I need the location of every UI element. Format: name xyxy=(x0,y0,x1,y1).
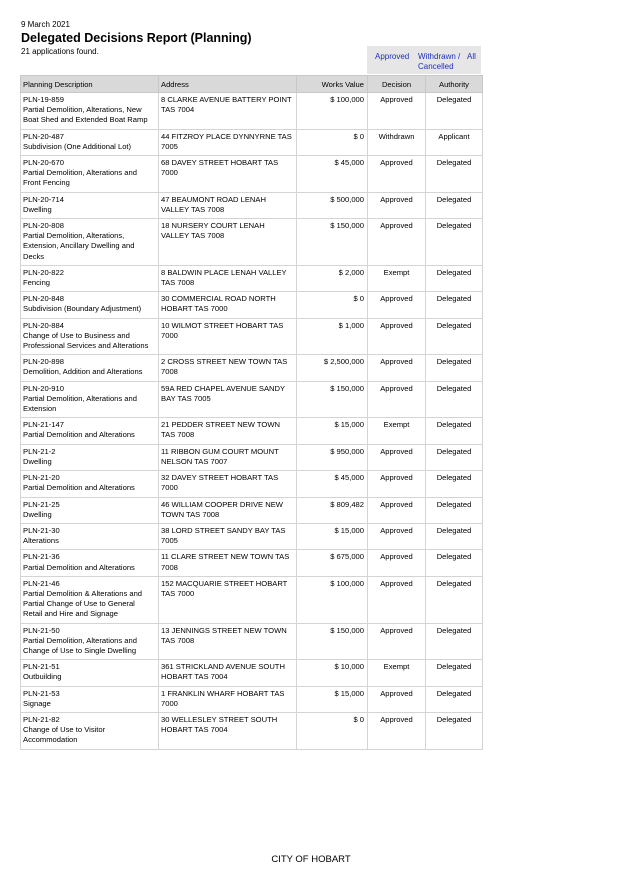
authority-cell: Delegated xyxy=(426,686,483,712)
address-cell: 152 MACQUARIE STREET HOBART TAS 7000 xyxy=(159,576,297,623)
application-description: Partial Demolition and Alterations xyxy=(23,430,135,440)
application-description: Dwelling xyxy=(23,456,52,466)
authority-cell: Delegated xyxy=(426,219,483,266)
table-row xyxy=(21,418,483,444)
filter-approved-link[interactable]: Approved xyxy=(375,52,410,61)
decision-cell: Approved xyxy=(368,686,426,712)
decision-cell: Approved xyxy=(368,623,426,660)
authority-cell: Delegated xyxy=(426,550,483,576)
application-id: PLN-21-30 xyxy=(23,525,60,535)
authority-cell: Delegated xyxy=(426,192,483,218)
authority-cell: Delegated xyxy=(426,381,483,418)
table-row xyxy=(21,444,483,470)
application-id: PLN-21-2 xyxy=(23,446,56,456)
address-cell: 11 CLARE STREET NEW TOWN TAS 7008 xyxy=(159,550,297,576)
authority-cell: Applicant xyxy=(426,129,483,155)
authority-cell: Delegated xyxy=(426,497,483,523)
description-cell xyxy=(21,471,159,497)
address-cell: 68 DAVEY STREET HOBART TAS 7000 xyxy=(159,156,297,193)
application-description: Subdivision (One Additional Lot) xyxy=(23,141,132,151)
application-id: PLN-20-898 xyxy=(23,357,64,367)
description-cell xyxy=(21,292,159,318)
table-row xyxy=(21,497,483,523)
address-cell: 361 STRICKLAND AVENUE SOUTH HOBART TAS 7004 xyxy=(159,660,297,686)
address-cell: 8 CLARKE AVENUE BATTERY POINT TAS 7004 xyxy=(159,93,297,130)
table-row xyxy=(21,93,483,130)
address-cell: 11 RIBBON GUM COURT MOUNT NELSON TAS 7007 xyxy=(159,444,297,470)
decision-cell: Exempt xyxy=(368,265,426,291)
works-value-cell: $ 45,000 xyxy=(297,156,368,193)
decision-cell: Approved xyxy=(368,381,426,418)
address-cell: 2 CROSS STREET NEW TOWN TAS 7008 xyxy=(159,355,297,381)
application-id: PLN-19-859 xyxy=(23,95,64,104)
description-cell xyxy=(21,444,159,470)
application-id: PLN-20-714 xyxy=(23,194,64,204)
address-cell: 18 NURSERY COURT LENAH VALLEY TAS 7008 xyxy=(159,219,297,266)
application-description: Partial Demolition, Alterations, New Boat Shed and Extended Boat Ramp xyxy=(23,105,148,125)
description-cell xyxy=(21,660,159,686)
authority-cell: Delegated xyxy=(426,93,483,130)
works-value-cell: $ 45,000 xyxy=(297,471,368,497)
description-cell xyxy=(21,93,159,130)
decision-cell: Approved xyxy=(368,523,426,549)
works-value-cell: $ 150,000 xyxy=(297,381,368,418)
authority-cell: Delegated xyxy=(426,576,483,623)
decision-cell: Approved xyxy=(368,219,426,266)
works-value-cell: $ 1,000 xyxy=(297,318,368,355)
application-id: PLN-20-910 xyxy=(23,383,64,393)
works-value-cell: $ 15,000 xyxy=(297,523,368,549)
authority-cell: Delegated xyxy=(426,355,483,381)
works-value-cell: $ 100,000 xyxy=(297,93,368,130)
application-id: PLN-21-51 xyxy=(23,662,60,672)
application-description: Partial Demolition, Alterations and Front Fencing xyxy=(23,168,137,188)
decision-cell: Approved xyxy=(368,444,426,470)
application-description: Partial Demolition, Alterations, Extension, Ancillary Dwelling and Decks xyxy=(23,231,135,261)
application-description: Partial Demolition & Alterations and Partial Change of Use to General Retail and Hire and Signage xyxy=(23,588,143,619)
description-cell xyxy=(21,712,159,749)
table-header-row xyxy=(21,76,483,93)
application-id: PLN-20-808 xyxy=(23,221,64,231)
description-cell xyxy=(21,219,159,266)
table-row xyxy=(21,660,483,686)
authority-cell: Delegated xyxy=(426,292,483,318)
decision-cell: Exempt xyxy=(368,418,426,444)
application-description: Change of Use to Business and Professional Services and Alterations xyxy=(23,330,149,351)
application-id: PLN-20-670 xyxy=(23,158,64,168)
table-row xyxy=(21,471,483,497)
decision-cell: Approved xyxy=(368,93,426,130)
address-cell: 13 JENNINGS STREET NEW TOWN TAS 7008 xyxy=(159,623,297,660)
description-cell xyxy=(21,523,159,549)
description-cell xyxy=(21,686,159,712)
decision-cell: Approved xyxy=(368,355,426,381)
description-cell xyxy=(21,623,159,660)
address-cell: 38 LORD STREET SANDY BAY TAS 7005 xyxy=(159,523,297,549)
application-id: PLN-20-487 xyxy=(23,131,64,141)
application-id: PLN-20-822 xyxy=(23,267,64,277)
application-description: Demolition, Addition and Alterations xyxy=(23,367,143,377)
address-cell: 47 BEAUMONT ROAD LENAH VALLEY TAS 7008 xyxy=(159,192,297,218)
works-value-cell: $ 0 xyxy=(297,712,368,749)
decision-cell: Approved xyxy=(368,576,426,623)
table-row xyxy=(21,550,483,576)
filter-bar xyxy=(367,46,481,74)
works-value-cell: $ 100,000 xyxy=(297,576,368,623)
authority-cell: Delegated xyxy=(426,623,483,660)
address-cell: 44 FITZROY PLACE DYNNYRNE TAS 7005 xyxy=(159,129,297,155)
authority-cell: Delegated xyxy=(426,523,483,549)
application-id: PLN-21-36 xyxy=(23,552,60,562)
description-cell xyxy=(21,355,159,381)
works-value-cell: $ 2,000 xyxy=(297,265,368,291)
table-row xyxy=(21,686,483,712)
application-description: Dwelling xyxy=(23,509,52,519)
address-cell: 30 COMMERCIAL ROAD NORTH HOBART TAS 7000 xyxy=(159,292,297,318)
works-value-cell: $ 0 xyxy=(297,129,368,155)
application-description: Dwelling xyxy=(23,204,52,214)
authority-cell: Delegated xyxy=(426,265,483,291)
authority-cell: Delegated xyxy=(426,660,483,686)
application-description: Partial Demolition, Alterations and Change of Use to Single Dwelling xyxy=(23,635,137,655)
description-cell xyxy=(21,381,159,418)
application-id: PLN-20-848 xyxy=(23,294,64,304)
works-value-cell: $ 2,500,000 xyxy=(297,355,368,381)
column-header-address: Address xyxy=(159,76,297,93)
works-value-cell: $ 675,000 xyxy=(297,550,368,576)
authority-cell: Delegated xyxy=(426,318,483,355)
description-cell xyxy=(21,497,159,523)
table-row xyxy=(21,523,483,549)
address-cell: 21 PEDDER STREET NEW TOWN TAS 7008 xyxy=(159,418,297,444)
table-row xyxy=(21,318,483,355)
filter-all-link[interactable]: All xyxy=(467,52,476,61)
authority-cell: Delegated xyxy=(426,418,483,444)
application-id: PLN-20-884 xyxy=(23,320,64,330)
table-row xyxy=(21,292,483,318)
decision-cell: Approved xyxy=(368,156,426,193)
table-row xyxy=(21,156,483,193)
report-date: 9 March 2021 xyxy=(21,20,70,29)
works-value-cell: $ 15,000 xyxy=(297,418,368,444)
application-description: Partial Demolition, Alterations and Extension xyxy=(23,393,137,414)
application-description: Outbuilding xyxy=(23,672,62,682)
decision-cell: Withdrawn xyxy=(368,129,426,155)
application-description: Fencing xyxy=(23,278,51,288)
application-id: PLN-21-50 xyxy=(23,625,60,635)
decision-cell: Approved xyxy=(368,497,426,523)
application-id: PLN-21-147 xyxy=(23,420,64,430)
application-description: Subdivision (Boundary Adjustment) xyxy=(23,304,142,314)
table-row xyxy=(21,219,483,266)
address-cell: 10 WILMOT STREET HOBART TAS 7000 xyxy=(159,318,297,355)
footer-organisation: CITY OF HOBART xyxy=(271,854,351,865)
authority-cell: Delegated xyxy=(426,156,483,193)
table-row xyxy=(21,576,483,623)
address-cell: 30 WELLESLEY STREET SOUTH HOBART TAS 7004 xyxy=(159,712,297,749)
decision-cell: Approved xyxy=(368,471,426,497)
decision-cell: Approved xyxy=(368,292,426,318)
decision-cell: Approved xyxy=(368,712,426,749)
decision-cell: Approved xyxy=(368,550,426,576)
column-header-decision: Decision xyxy=(368,76,426,93)
table-row xyxy=(21,265,483,291)
authority-cell: Delegated xyxy=(426,471,483,497)
decision-cell: Exempt xyxy=(368,660,426,686)
page-title: Delegated Decisions Report (Planning) xyxy=(21,31,252,45)
works-value-cell: $ 809,482 xyxy=(297,497,368,523)
description-cell xyxy=(21,156,159,193)
application-description: Alterations xyxy=(23,536,59,546)
table-row xyxy=(21,381,483,418)
address-cell: 1 FRANKLIN WHARF HOBART TAS 7000 xyxy=(159,686,297,712)
description-cell xyxy=(21,318,159,355)
filter-withdrawn-cancelled-link[interactable]: Withdrawn / Cancelled xyxy=(418,52,461,71)
works-value-cell: $ 15,000 xyxy=(297,686,368,712)
table-row xyxy=(21,712,483,749)
table-row xyxy=(21,355,483,381)
results-count: 21 applications found. xyxy=(21,47,99,56)
application-id: PLN-21-82 xyxy=(23,714,60,724)
table-row xyxy=(21,623,483,660)
address-cell: 8 BALDWIN PLACE LENAH VALLEY TAS 7008 xyxy=(159,265,297,291)
works-value-cell: $ 150,000 xyxy=(297,219,368,266)
description-cell xyxy=(21,418,159,444)
applications-table xyxy=(20,75,483,750)
description-cell xyxy=(21,129,159,155)
description-cell xyxy=(21,192,159,218)
application-description: Partial Demolition and Alterations xyxy=(23,562,135,572)
column-header-authority: Authority xyxy=(426,76,483,93)
column-header-description: Planning Description xyxy=(21,76,159,93)
authority-cell: Delegated xyxy=(426,444,483,470)
column-header-works-value: Works Value xyxy=(297,76,368,93)
address-cell: 59A RED CHAPEL AVENUE SANDY BAY TAS 7005 xyxy=(159,381,297,418)
application-description: Change of Use to Visitor Accommodation xyxy=(23,725,106,745)
description-cell xyxy=(21,576,159,623)
description-cell xyxy=(21,550,159,576)
works-value-cell: $ 0 xyxy=(297,292,368,318)
application-id: PLN-21-25 xyxy=(23,499,60,509)
decision-cell: Approved xyxy=(368,192,426,218)
address-cell: 46 WILLIAM COOPER DRIVE NEW TOWN TAS 7008 xyxy=(159,497,297,523)
works-value-cell: $ 150,000 xyxy=(297,623,368,660)
table-row xyxy=(21,129,483,155)
application-id: PLN-21-53 xyxy=(23,688,60,698)
application-id: PLN-21-20 xyxy=(23,473,60,483)
application-description: Partial Demolition and Alterations xyxy=(23,483,135,493)
description-cell xyxy=(21,265,159,291)
authority-cell: Delegated xyxy=(426,712,483,749)
application-description: Signage xyxy=(23,698,51,708)
works-value-cell: $ 950,000 xyxy=(297,444,368,470)
application-id: PLN-21-46 xyxy=(23,578,60,588)
works-value-cell: $ 10,000 xyxy=(297,660,368,686)
works-value-cell: $ 500,000 xyxy=(297,192,368,218)
table-row xyxy=(21,192,483,218)
address-cell: 32 DAVEY STREET HOBART TAS 7000 xyxy=(159,471,297,497)
decision-cell: Approved xyxy=(368,318,426,355)
